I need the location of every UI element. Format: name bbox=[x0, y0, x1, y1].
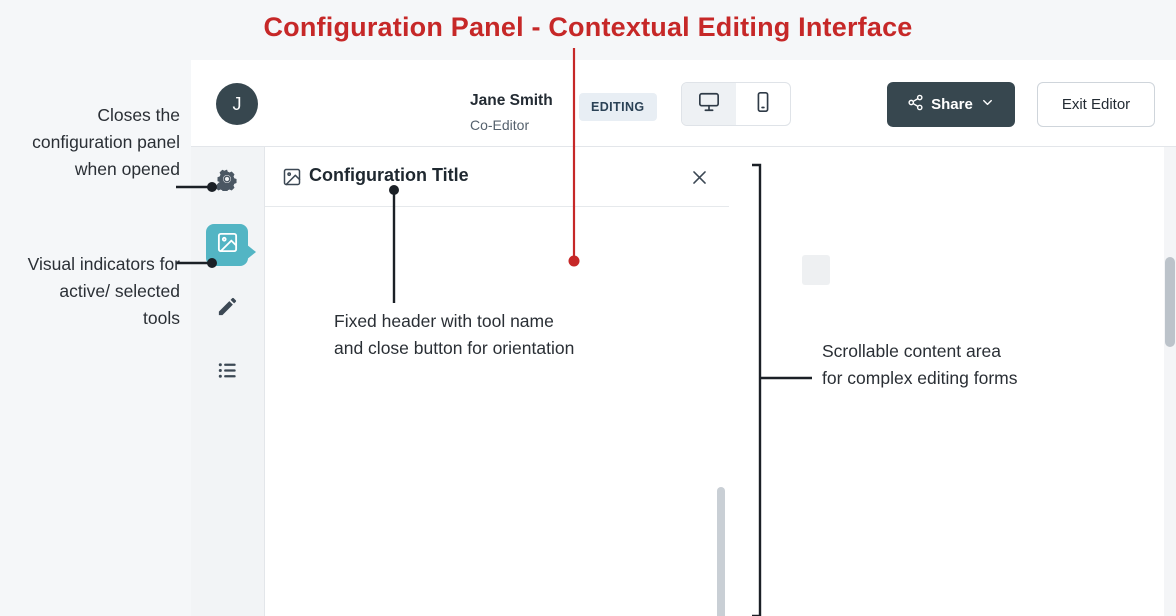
close-icon[interactable] bbox=[685, 163, 713, 191]
share-button[interactable] bbox=[887, 82, 1015, 127]
image-icon bbox=[282, 167, 302, 192]
share-icon bbox=[907, 94, 924, 115]
pencil-icon bbox=[216, 295, 239, 323]
gear-icon bbox=[215, 167, 239, 196]
chevron-down-icon bbox=[980, 95, 995, 114]
exit-editor-button[interactable]: Exit Editor bbox=[1037, 82, 1155, 127]
tool-rail-item-media[interactable] bbox=[206, 224, 248, 266]
diagram-title: Configuration Panel - Contextual Editing Interface bbox=[263, 12, 913, 42]
top-bar bbox=[191, 60, 1176, 147]
status-badge: EDITING bbox=[579, 93, 657, 121]
canvas-scrollbar-track[interactable] bbox=[1164, 147, 1176, 616]
configuration-panel-header bbox=[265, 147, 729, 207]
image-icon bbox=[216, 231, 239, 259]
share-label: Share bbox=[931, 96, 973, 113]
tool-rail-item-settings[interactable] bbox=[206, 160, 248, 202]
tool-rail-item-layers[interactable] bbox=[206, 352, 248, 394]
user-name: Jane Smith bbox=[470, 92, 553, 109]
tool-rail bbox=[191, 147, 265, 616]
phone-icon bbox=[752, 91, 774, 118]
configuration-panel-body bbox=[265, 207, 729, 616]
configuration-panel bbox=[265, 147, 729, 616]
annotation-active-tools-note: Visual indicators for active/ selected tools bbox=[27, 254, 180, 328]
annotation-header-note: Fixed header with tool name and close button for orientation bbox=[334, 311, 575, 358]
view-mode-toggle-group bbox=[681, 82, 791, 126]
avatar: J bbox=[216, 83, 258, 125]
canvas-scrollbar-thumb[interactable] bbox=[1165, 257, 1175, 347]
annotation-close-note: Closes the configuration panel when opened bbox=[32, 105, 180, 179]
configuration-panel-scrollbar[interactable] bbox=[717, 487, 725, 616]
list-icon bbox=[216, 359, 239, 387]
view-mode-mobile-button[interactable] bbox=[736, 83, 790, 125]
annotation-scroll-note: Scrollable content area for complex editing forms bbox=[822, 341, 1018, 388]
configuration-panel-title: Configuration Title bbox=[309, 165, 469, 185]
view-mode-desktop-button[interactable] bbox=[682, 83, 736, 125]
tool-rail-item-edit[interactable] bbox=[206, 288, 248, 330]
monitor-icon bbox=[698, 91, 720, 118]
user-role: Co-Editor bbox=[470, 117, 530, 133]
form-field-placeholder bbox=[802, 255, 830, 285]
